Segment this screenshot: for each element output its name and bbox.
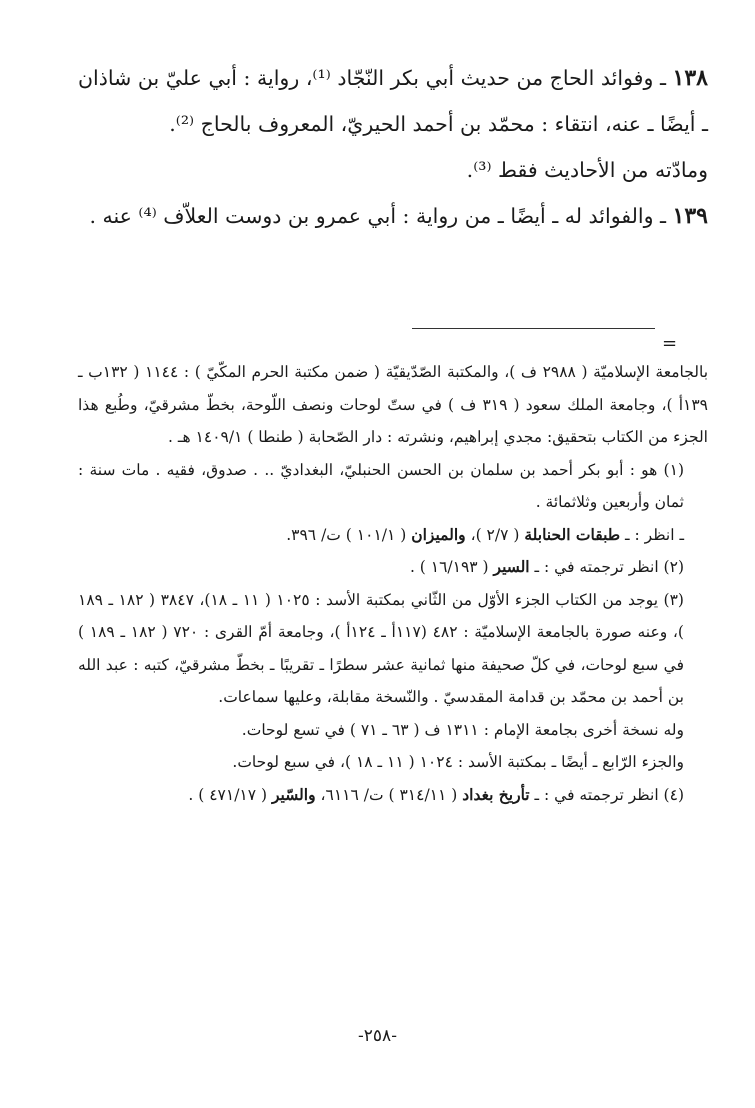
- footnotes: [78, 356, 708, 811]
- book-title: طبقات الحنابلة: [524, 524, 621, 544]
- page-number: -٢٥٨-: [358, 1026, 397, 1046]
- ref-volume: ( ١٦/١٩٣ ) .: [409, 558, 494, 576]
- entry-139: [78, 193, 708, 239]
- ref-prefix: ـ انظر : ـ: [620, 525, 684, 544]
- ref-prefix: (٢) انظر ترجمته في : ـ: [529, 558, 684, 576]
- entry-number: ١٣٨: [672, 65, 708, 91]
- ref-prefix: (٤) انظر ترجمته في : ـ: [529, 785, 684, 804]
- footnote-3: (٣) يوجد من الكتاب الجزء الأوّل من الثّاني بمكتبة الأسد : ١٠٢٥ ( ١١ ـ ١٨)، ٣٨٤٧ ( ١٨٢ ـ ١٨٩ )، وعنه صورة بالجامعة الإسلاميّة : ٤٨٢ (١١٧أ ـ ١٢٤أ )، وجامعة أمّ القرى : ٧٢٠ ( ١٨٢ ـ ١٨٩ ) في سبع لوحات، في كلّ صحيفة منها ثمانية عشر سطرًا ـ تقريبًا ـ بخطّ مشرقيّ، كتبه : عبد الله بن أحمد بن محمّد بن قدامة المقدسيّ . والنّسخة مقابلة، وعليها سماعات.: [78, 590, 684, 706]
- material-note: ومادّته من الأحاديث فقط ⁽³⁾.: [466, 158, 708, 182]
- entry-138: [78, 55, 708, 147]
- book-title: والميزان: [411, 524, 466, 544]
- entry-number: ١٣٩: [672, 203, 708, 229]
- continuation-mark: =: [662, 333, 678, 354]
- main-text: [78, 55, 708, 239]
- ref-volume: ( ٤٧١/١٧ ) .: [188, 785, 272, 804]
- ref-volume: ( ٢/٧ )،: [465, 525, 525, 544]
- entry-text: ـ وفوائد الحاج من حديث أبي بكر النّجّاد ⁽¹⁾، رواية : أبي عليّ بن شاذان ـ أيضًا ـ عنه، انتقاء : محمّد بن أحمد الحيريّ، المعروف بالحاج ⁽²⁾.: [78, 66, 708, 136]
- footnote-continued: بالجامعة الإسلاميّة ( ٢٩٨٨ ف )، والمكتبة الصّدّيقيّة ( ضمن مكتبة الحرم المكّيّ ) : ١١٤٤ ( ١٣٢ب ـ ١٣٩أ )، وجامعة الملك سعود ( ٣١٩ ف ) في ستّ لوحات ونصف اللّوحة، بخطّ مشرقيّ، وطُبع هذا الجزء من الكتاب بتحقيق: مجدي إبراهيم، ونشرته : دار الصّحابة ( طنطا ) ١٤٠٩/١ هـ .: [78, 363, 709, 446]
- book-title: والسّير: [272, 784, 316, 804]
- footnote-1: (١) هو : أبو بكر أحمد بن سلمان بن الحسن الحنبليّ، البغداديّ .. . صدوق، فقيه . مات سنة : ثمان وأربعين وثلاثمائة .: [78, 460, 684, 511]
- footnote-3-other-copy: وله نسخة أخرى بجامعة الإمام : ١٣١١ ف ( ٦٣ ـ ٧١ ) في تسع لوحات.: [241, 720, 684, 739]
- entry-text: ـ والفوائد له ـ أيضًا ـ من رواية : أبي عمرو بن دوست العلاّف ⁽⁴⁾ عنه .: [89, 204, 673, 228]
- ref-volume: ( ١٠١/١ ) ت/ ٣٩٦.: [286, 525, 412, 544]
- footnote-3-part-four: والجزء الرّابع ـ أيضًا ـ بمكتبة الأسد : ١٠٢٤ ( ١١ ـ ١٨ )، في سبع لوحات.: [232, 753, 684, 771]
- book-title: السير: [493, 557, 530, 576]
- footnote-1-refs: [78, 519, 708, 552]
- ref-volume: ( ٣١٤/١١ ) ت/ ٦١١٦،: [315, 785, 463, 804]
- footnote-4: [78, 779, 708, 812]
- footnote-separator: [412, 328, 655, 329]
- book-title: تأريخ بغداد: [462, 784, 530, 804]
- footnote-2: [78, 551, 708, 584]
